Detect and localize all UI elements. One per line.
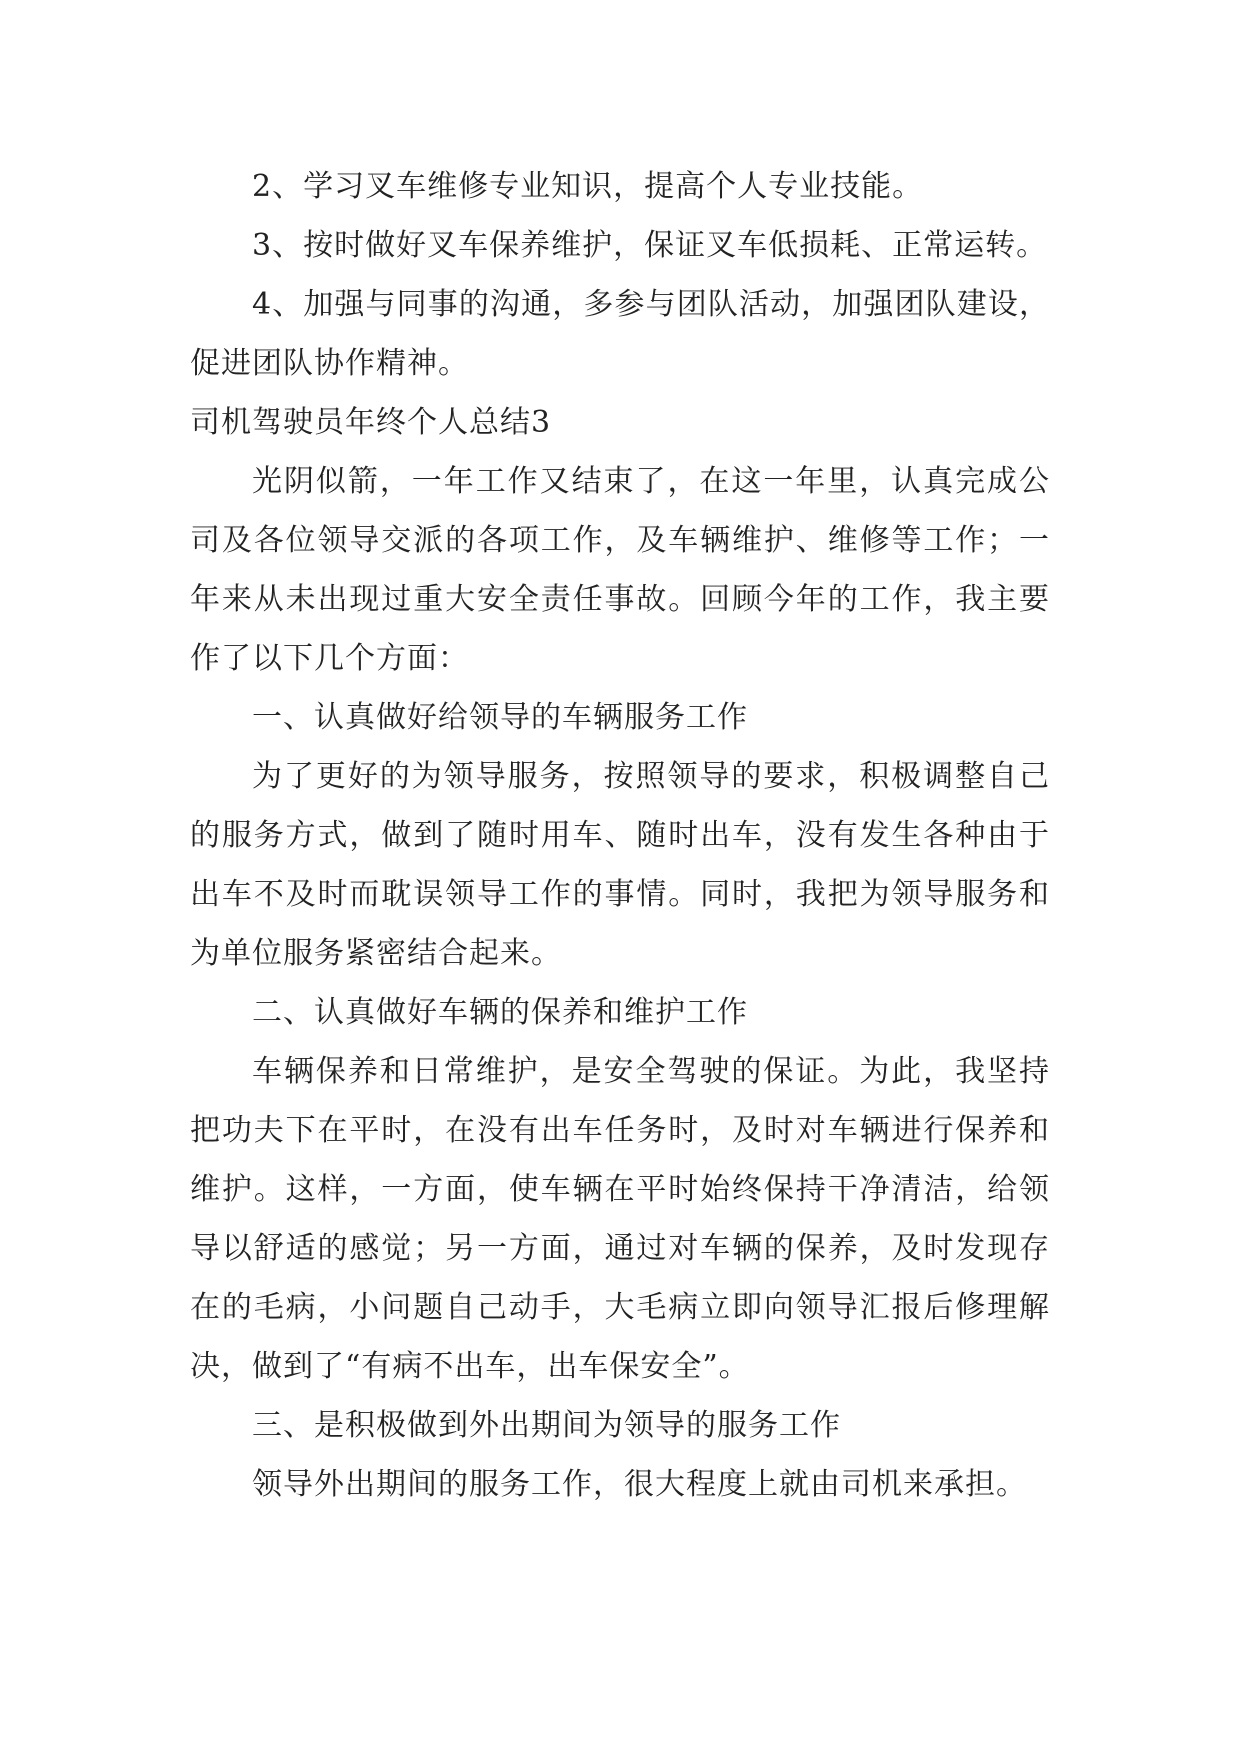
paragraph-one: 为了更好的为领导服务，按照领导的要求，积极调整自己的服务方式，做到了随时用车、随时出车，没有发生各种由于出车不及时而耽误领导工作的事情。同时，我把为领导服务和为单位服务紧密结合起来。	[190, 759, 1050, 971]
paragraph-item-2: 2、学习叉车维修专业知识，提高个人专业技能。	[252, 169, 924, 204]
paragraph-item-3: 3、按时做好叉车保养维护，保证叉车低损耗、正常运转。	[252, 228, 1048, 263]
paragraph-item-4: 4、加强与同事的沟通，多参与团队活动，加强团队建设，促进团队协作精神。	[190, 287, 1050, 381]
subheading-two: 二、认真做好车辆的保养和维护工作	[252, 995, 748, 1030]
document-body	[190, 157, 1050, 1514]
paragraph-three: 领导外出期间的服务工作，很大程度上就由司机来承担。	[252, 1467, 1027, 1502]
section-heading: 司机驾驶员年终个人总结3	[190, 405, 552, 440]
paragraph-two: 车辆保养和日常维护，是安全驾驶的保证。为此，我坚持把功夫下在平时，在没有出车任务时，及时对车辆进行保养和维护。这样，一方面，使车辆在平时始终保持干净清洁，给领导以舒适的感觉；另一方面，通过对车辆的保养，及时发现存在的毛病，小问题自己动手，大毛病立即向领导汇报后修理解决，做到了“有病不出车，出车保安全”。	[190, 1054, 1050, 1384]
paragraph-intro: 光阴似箭，一年工作又结束了，在这一年里，认真完成公司及各位领导交派的各项工作，及车辆维护、维修等工作；一年来从未出现过重大安全责任事故。回顾今年的工作，我主要作了以下几个方面：	[190, 464, 1050, 676]
subheading-three: 三、是积极做到外出期间为领导的服务工作	[252, 1408, 841, 1443]
subheading-one: 一、认真做好给领导的车辆服务工作	[252, 700, 748, 735]
